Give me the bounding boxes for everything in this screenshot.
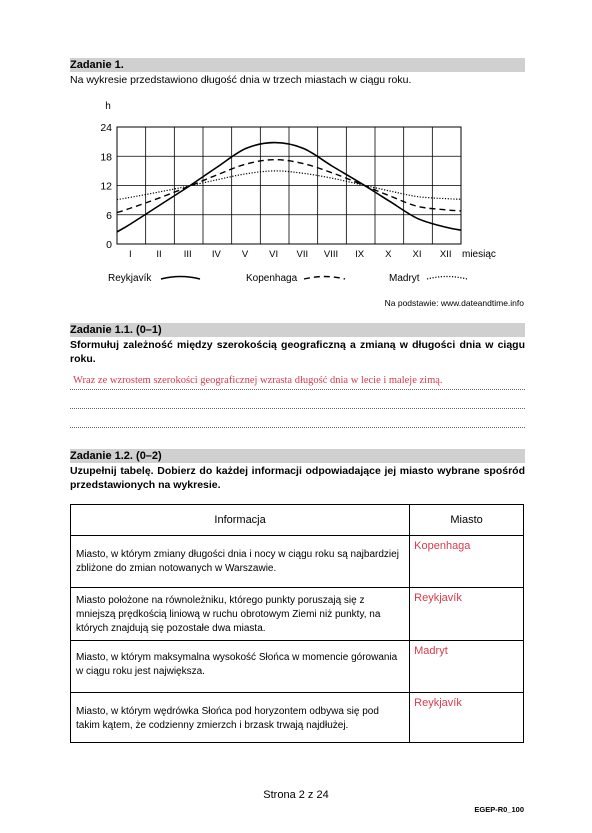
x-tick-label: VIII	[323, 249, 339, 260]
answer-line	[70, 427, 525, 428]
page-number: Strona 2 z 24	[263, 789, 329, 801]
matching-table	[70, 504, 524, 743]
legend-swatch-dotted	[427, 277, 467, 280]
y-tick-label: 24	[100, 122, 112, 134]
task1-1-header: Zadanie 1.1. (0–1)	[70, 323, 525, 337]
y-axis-label: h	[105, 101, 111, 112]
x-tick-label: X	[385, 249, 392, 260]
task1-2-header: Zadanie 1.2. (0–2)	[70, 449, 525, 463]
legend-label: Kopenhaga	[246, 273, 298, 284]
task1-1-answer[interactable]: Wraz ze wzrostem szerokości geograficznej wzrasta długość dnia w lecie i maleje zimą.	[73, 375, 443, 386]
x-axis-label: miesiąc	[462, 249, 496, 260]
x-tick-label: I	[129, 249, 132, 260]
chart-source: Na podstawie: www.dateandtime.info	[384, 298, 524, 308]
y-tick-label: 6	[106, 209, 112, 222]
x-tick-label: XII	[439, 249, 452, 260]
x-tick-label: IV	[211, 249, 221, 260]
table-row-info: Miasto, w którym maksymalna wysokość Słońca w momencie górowania w ciągu roku jest największa.	[71, 641, 410, 693]
table-row-city-answer[interactable]: Madryt	[410, 641, 524, 693]
legend-label: Madryt	[389, 273, 420, 284]
answer-line	[70, 389, 525, 390]
table-row-city-answer[interactable]: Reykjavík	[410, 693, 524, 743]
answer-line	[70, 408, 525, 409]
y-tick-label: 18	[100, 151, 112, 164]
col-header-city: Miasto	[410, 505, 524, 536]
task1-intro: Na wykresie przedstawiono długość dnia w trzech miastach w ciągu roku.	[70, 74, 412, 86]
legend-label: Reykjavík	[108, 273, 152, 284]
table-row-city-answer[interactable]: Reykjavík	[410, 588, 524, 641]
x-tick-label: VI	[269, 249, 279, 260]
day-length-chart	[0, 0, 592, 308]
x-tick-label: V	[241, 249, 249, 260]
y-tick-label: 0	[106, 239, 112, 251]
x-tick-label: II	[156, 249, 162, 260]
task1-1-prompt: Sformułuj zależność między szerokością geograficzną a zmianą w długości dnia w ciągu roku.	[70, 339, 525, 365]
table-row-info: Miasto, w którym wędrówka Słońca pod horyzontem odbywa się pod takim kątem, że codzienny zmierzch i brzask trwają najdłużej.	[71, 693, 410, 743]
x-tick-label: XI	[412, 249, 422, 260]
table-row-info: Miasto położone na równoleżniku, którego punkty poruszają się z mniejszą prędkością liniową w ruchu obrotowym Ziemi niż punkty, na których znajdują się pozostałe dwa miasta.	[71, 588, 410, 641]
x-tick-label: IX	[355, 249, 365, 260]
task1-header: Zadanie 1.	[70, 58, 525, 72]
col-header-info: Informacja	[71, 505, 410, 536]
x-tick-label: VII	[296, 249, 309, 260]
table-row-city-answer[interactable]: Kopenhaga	[410, 536, 524, 588]
exam-code: EGEP-R0_100	[474, 805, 524, 814]
y-tick-label: 12	[100, 180, 112, 193]
table-row-info: Miasto, w którym zmiany długości dnia i nocy w ciągu roku są najbardziej zbliżone do zmian notowanych w Warszawie.	[71, 536, 410, 588]
legend-swatch-dashed	[304, 277, 345, 280]
task1-2-prompt: Uzupełnij tabelę. Dobierz do każdej informacji odpowiadające jej miasto wybrane spośród przedstawionych na wykresie.	[70, 465, 525, 491]
legend-swatch-solid	[161, 277, 200, 280]
x-tick-label: III	[183, 249, 192, 260]
